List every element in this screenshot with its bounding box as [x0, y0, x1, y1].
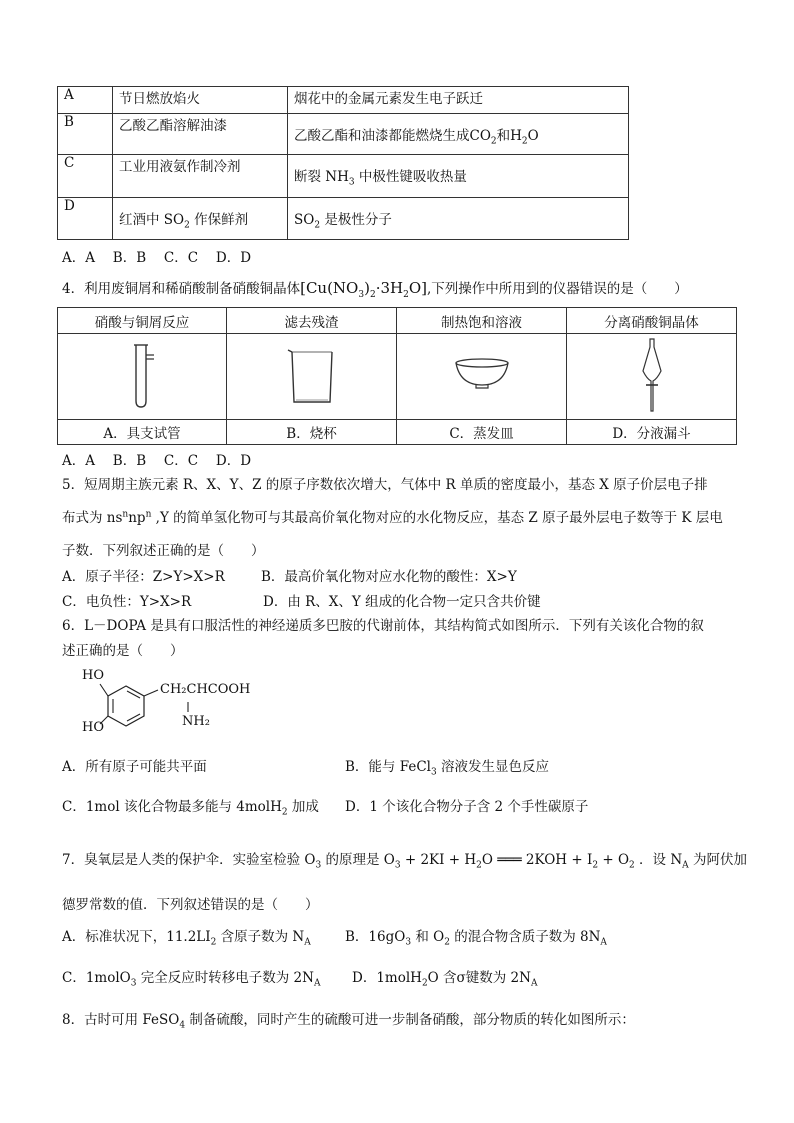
row-d-letter: D — [58, 198, 113, 240]
row-c-practice: 工业用液氨作制冷剂 — [113, 155, 288, 198]
q6-line2: 述正确的是（ ） — [62, 643, 184, 659]
apparatus-table-q4 — [57, 307, 737, 445]
header-reaction: 硝酸与铜屑反应 — [58, 308, 227, 334]
q7-line1: 7．臭氧层是人类的保护伞．实验室检验 $O_3$ 的原理是 $O_3 + 2KI + H_2O$ ═══ $2KOH + I_2 + O_2$ ．设 $N_A$ 为阿伏加 — [62, 852, 747, 871]
q5-line2: 布式为 $ns^nnp^n$ ,Y 的简单氢化物可与其最高价氧化物对应的水化物反应，基态 Z 原子最外层电子数等于 K 层电 — [62, 509, 723, 526]
hydroxyl-bottom: HO — [82, 720, 104, 735]
q7-option-a: A．标准状况下，$11.2LI_2$ 含原子数为 $N_A$ — [62, 929, 311, 948]
evaporating-dish-cell — [397, 334, 567, 420]
side-arm-test-tube-icon — [122, 339, 162, 411]
q7-option-d: D．1molH$_2$O 含σ键数为 $2N_A$ — [352, 970, 538, 989]
row-b-practice: 乙酸乙酯溶解油漆 — [113, 114, 288, 155]
label-d: D．分液漏斗 — [567, 420, 737, 445]
q3-options: A．A B．B C．C D．D — [62, 250, 252, 266]
row-c-letter: C — [58, 155, 113, 198]
q7-option-c: C．1molO$_3$ 完全反应时转移电子数为 $2N_A$ — [62, 970, 321, 989]
q6-option-d: D．1 个该化合物分子含 2 个手性碳原子 — [345, 799, 589, 815]
beaker-icon — [282, 342, 342, 408]
q5-option-a: A．原子半径：Z>Y>X>R — [62, 569, 225, 585]
q7-option-b: B．$16gO_3$ 和 $O_2$ 的混合物含质子数为 $8N_A$ — [345, 929, 607, 948]
beaker-cell — [227, 334, 397, 420]
evaporating-dish-icon — [452, 355, 512, 395]
row-d-reason: $SO_2$ 是极性分子 — [288, 198, 629, 240]
header-separate: 分离硝酸铜晶体 — [567, 308, 737, 334]
header-filter: 滤去残渣 — [227, 308, 397, 334]
q8-stem: 8．古时可用 FeSO$_4$ 制备硫酸，同时产生的硫酸可进一步制备硝酸，部分物质的转化如图所示： — [62, 1012, 635, 1031]
q6-line1: 6．L－DOPA 是具有口服活性的神经递质多巴胺的代谢前体，其结构简式如图所示．下列有关该化合物的叙 — [62, 618, 704, 634]
side-chain: CH₂CHCOOH — [160, 682, 251, 697]
separatory-funnel-cell — [567, 334, 737, 420]
test-tube-cell — [58, 334, 227, 420]
q6-option-c: C．1mol 该化合物最多能与 4molH$_2$ 加成 — [62, 799, 319, 818]
amino-group: NH₂ — [182, 714, 210, 729]
label-a: A．具支试管 — [58, 420, 227, 445]
benzene-ring-icon — [78, 664, 268, 744]
row-a-reason: 烟花中的金属元素发生电子跃迁 — [288, 87, 629, 114]
separatory-funnel-icon — [637, 337, 667, 413]
q4-stem: 4．利用废铜屑和稀硝酸制备硝酸铜晶体$[Cu(NO_3)_2\cdot 3H_2O]$,下列操作中所用到的仪器错误的是（ ） — [62, 279, 688, 300]
q5-option-d: D．由 R、X、Y 组成的化合物一定只含共价键 — [263, 594, 541, 610]
row-b-reason: 乙酸乙酯和油漆都能燃烧生成$CO_2$和$H_2O$ — [288, 114, 629, 155]
row-c-reason: 断裂 $NH_3$ 中极性键吸收热量 — [288, 155, 629, 198]
label-c: C．蒸发皿 — [397, 420, 567, 445]
q6-option-b: B．能与 FeCl$_3$ 溶液发生显色反应 — [345, 759, 550, 778]
options-table-q3 — [57, 86, 629, 240]
q7-line2: 德罗常数的值．下列叙述错误的是（ ） — [62, 897, 319, 913]
row-a-letter: A — [58, 87, 113, 114]
l-dopa-structure — [78, 664, 268, 744]
q5-line3: 子数．下列叙述正确的是（ ） — [62, 543, 265, 559]
row-a-practice: 节日燃放焰火 — [113, 87, 288, 114]
q6-option-a: A．所有原子可能共平面 — [62, 759, 207, 775]
q5-option-b: B．最高价氧化物对应水化物的酸性：X>Y — [261, 569, 517, 585]
q5-line1: 5．短周期主族元素 R、X、Y、Z 的原子序数依次增大，气体中 R 单质的密度最小，基态 X 原子价层电子排 — [62, 477, 708, 493]
hydroxyl-top: HO — [82, 668, 104, 683]
header-heat: 制热饱和溶液 — [397, 308, 567, 334]
row-d-practice: 红酒中 $SO_2$ 作保鲜剂 — [113, 198, 288, 240]
q4-options: A．A B．B C．C D．D — [62, 453, 252, 469]
row-b-letter: B — [58, 114, 113, 155]
q5-option-c: C．电负性：Y>X>R — [62, 594, 192, 610]
label-b: B．烧杯 — [227, 420, 397, 445]
